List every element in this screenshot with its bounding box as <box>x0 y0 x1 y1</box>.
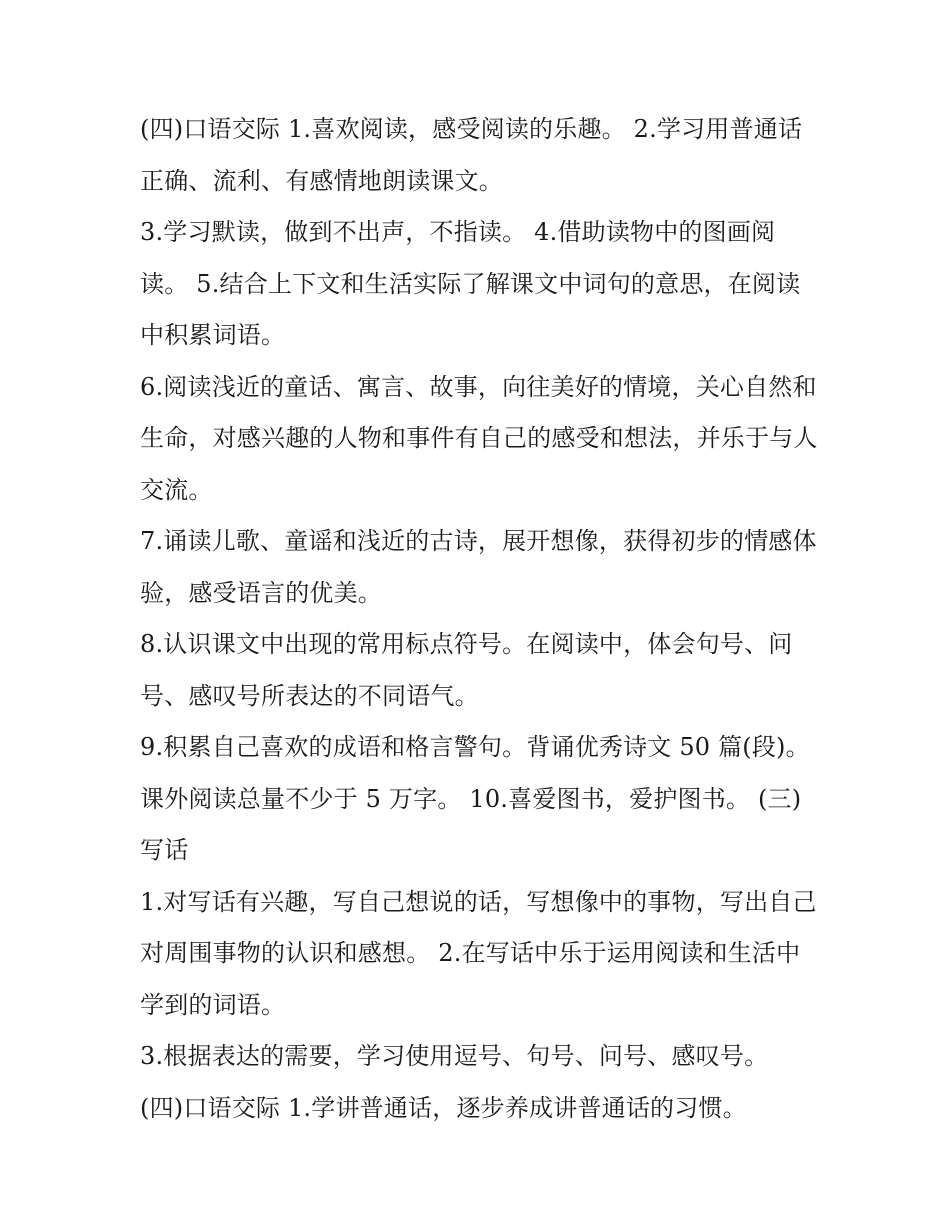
paragraph-punctuation-reading: 8.认识课文中出现的常用标点符号。在阅读中，体会句号、问号、感叹号所表达的不同语气。 <box>140 630 793 710</box>
paragraph-fairy-tales: 6.阅读浅近的童话、寓言、故事，向往美好的情境，关心自然和生命，对感兴趣的人物和事件有自己的感受和想法，并乐于与人交流。 <box>140 372 818 504</box>
paragraph-writing-interest: 1.对写话有兴趣，写自己想说的话，写想像中的事物，写出自己对周围事物的认识和感想。 2.在写话中乐于运用阅读和生活中学到的词语。 <box>140 887 817 1019</box>
paragraph-poetry-recitation: 7.诵读儿歌、童谣和浅近的古诗，展开想像，获得初步的情感体验，感受语言的优美。 <box>140 527 817 607</box>
paragraph-silent-reading: 3.学习默读，做到不出声，不指读。 4.借助读物中的图画阅读。 5.结合上下文和生活实际了解课文中词句的意思，在阅读中积累词语。 <box>140 218 801 349</box>
paragraph-oral-communication-reading: (四)口语交际 1.喜欢阅读，感受阅读的乐趣。 2.学习用普通话正确、流利、有感情地朗读课文。 <box>140 115 803 195</box>
paragraph-oral-communication-mandarin: (四)口语交际 1.学讲普通话，逐步养成讲普通话的习惯。 <box>140 1093 747 1122</box>
paragraph-punctuation-usage: 3.根据表达的需要，学习使用逗号、句号、问号、感叹号。 <box>140 1042 769 1070</box>
paragraph-idioms-and-writing-heading: 9.积累自己喜欢的成语和格言警句。背诵优秀诗文 50 篇(段)。课外阅读总量不少于 5 万字。 10.喜爱图书，爱护图书。 (三)写话 <box>140 733 810 864</box>
document-body <box>140 104 820 1134</box>
